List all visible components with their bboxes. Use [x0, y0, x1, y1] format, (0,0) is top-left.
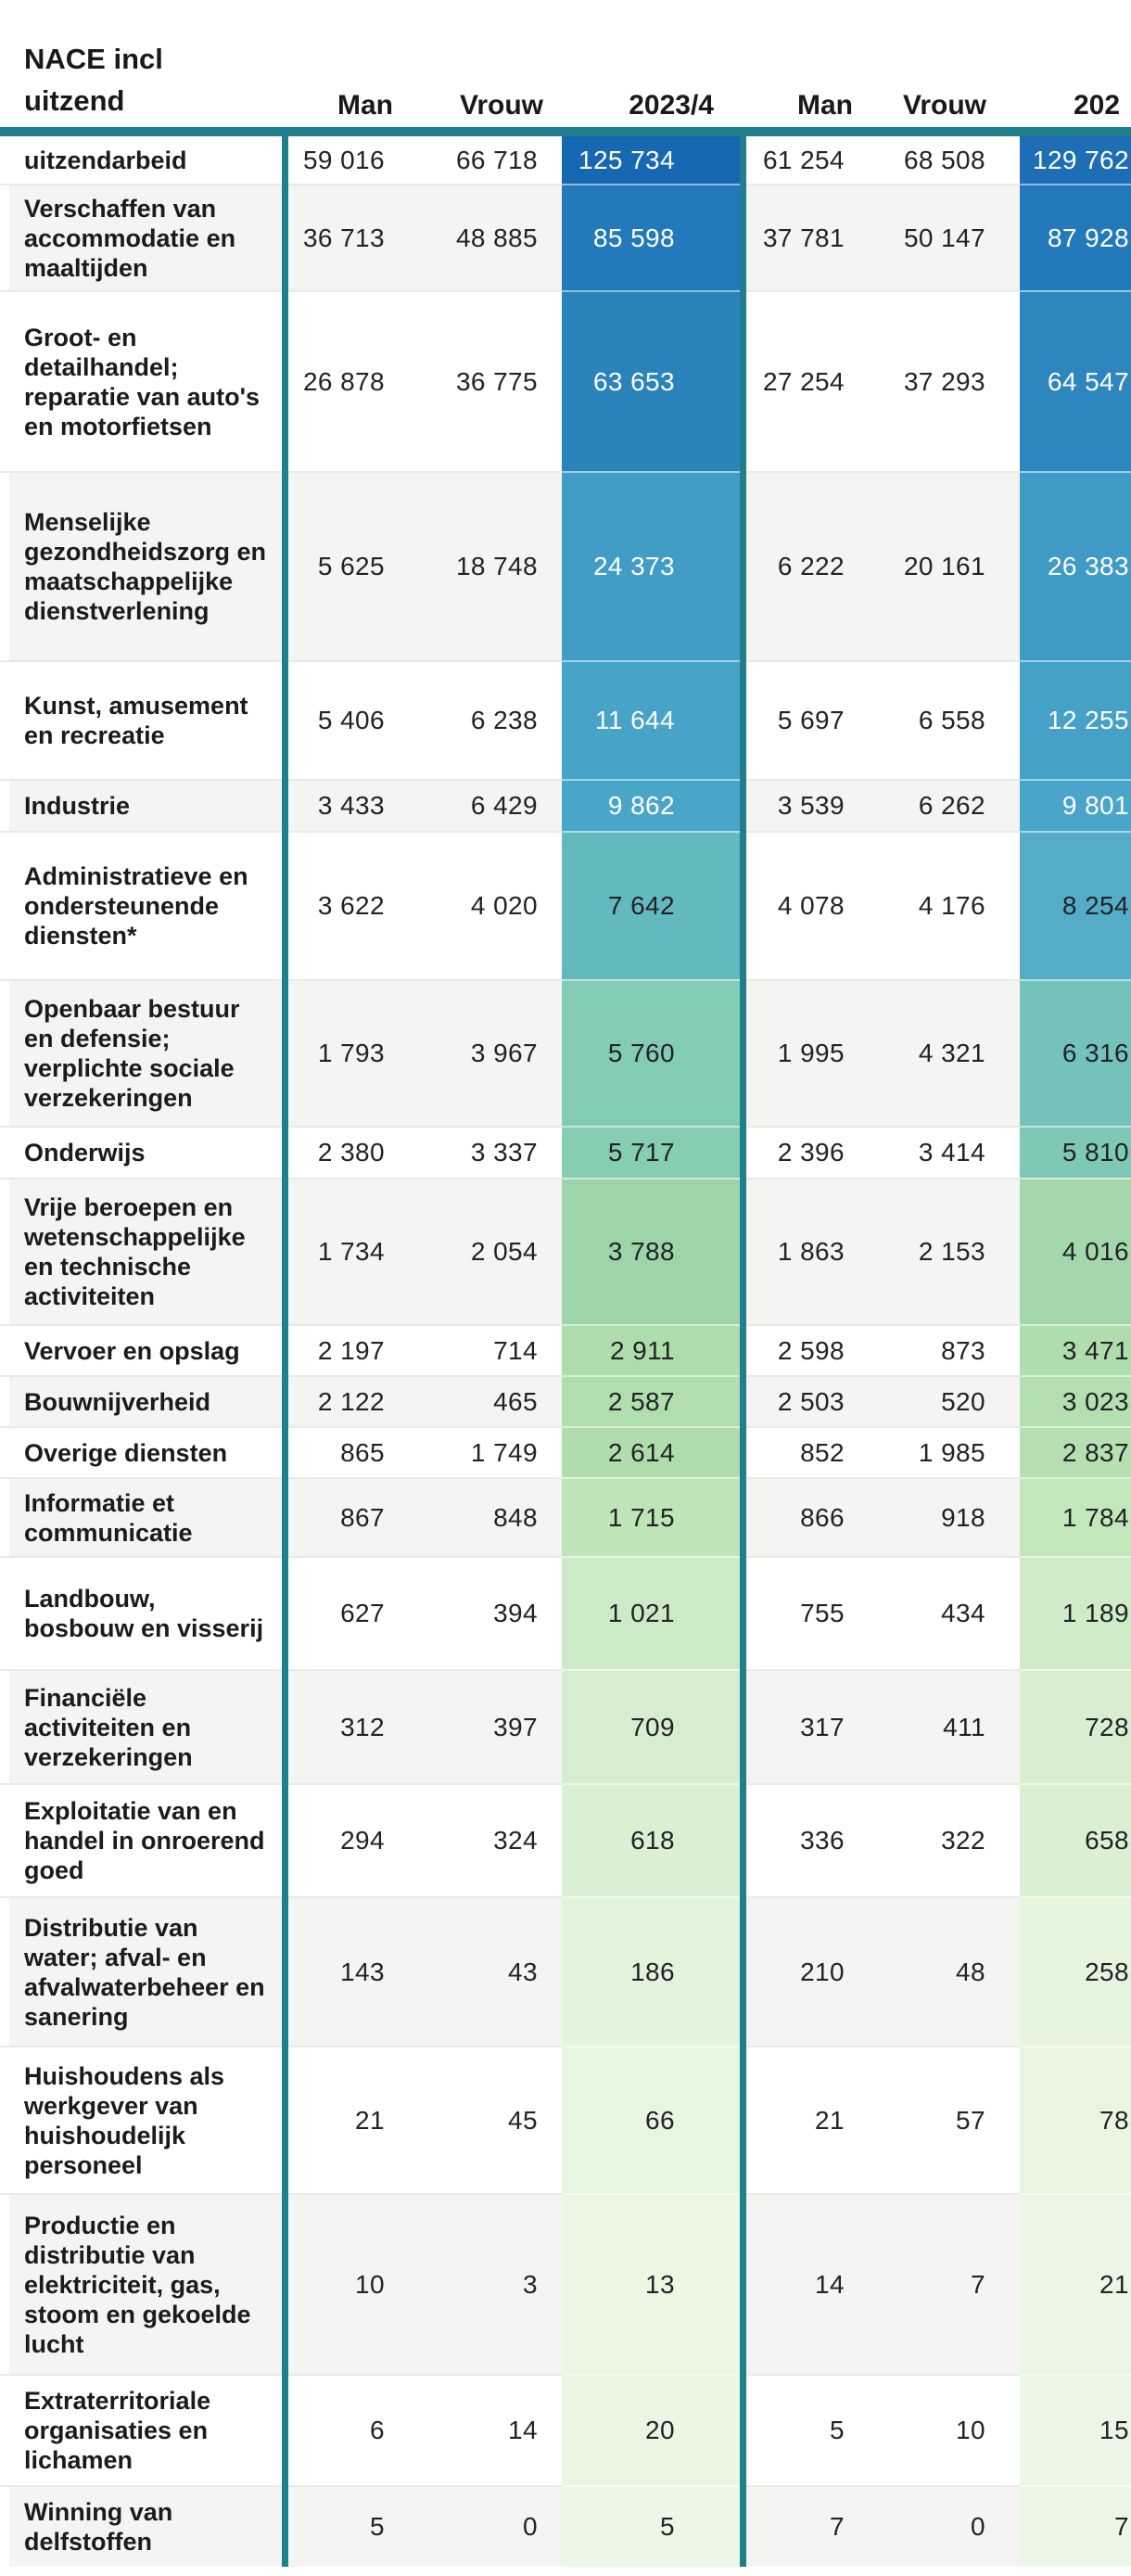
row-label: uitzendarbeid	[0, 136, 288, 184]
cell-man-period1: 1 793	[288, 979, 399, 1126]
cell-man-period2: 1 863	[740, 1178, 857, 1324]
cell-man-period1: 6	[288, 2374, 399, 2485]
table-row	[0, 1556, 1131, 1669]
row-label: Informatie et communicatie	[0, 1477, 288, 1556]
cell-total-period1: 5 760	[562, 979, 740, 1126]
cell-man-period2: 6 222	[740, 471, 857, 660]
cell-man-period2: 61 254	[740, 136, 857, 184]
cell-vrouw-period1: 36 775	[399, 290, 562, 471]
cell-man-period2: 210	[740, 1896, 857, 2046]
cell-vrouw-period1: 324	[399, 1783, 562, 1896]
cell-total-period1: 709	[562, 1669, 740, 1783]
cell-man-period1: 21	[288, 2046, 399, 2193]
cell-man-period2: 7	[740, 2485, 857, 2567]
table-header	[0, 0, 1131, 127]
cell-man-period1: 3 433	[288, 779, 399, 831]
table-row	[0, 1477, 1131, 1556]
cell-man-period2: 4 078	[740, 831, 857, 979]
cell-vrouw-period1: 14	[399, 2374, 562, 2485]
cell-vrouw-period1: 6 238	[399, 660, 562, 779]
vertical-divider-1	[282, 127, 288, 2567]
vertical-divider-2	[740, 127, 746, 2567]
cell-total-period2: 2 837	[1020, 1426, 1131, 1477]
table-row	[0, 1426, 1131, 1477]
row-label: Huishoudens als werkgever van huishoudelijk personeel	[0, 2046, 288, 2193]
table-row	[0, 1783, 1131, 1896]
cell-man-period2: 2 396	[740, 1126, 857, 1178]
cell-vrouw-period2: 1 985	[857, 1426, 1020, 1477]
cell-man-period2: 852	[740, 1426, 857, 1477]
cell-total-period1: 1 715	[562, 1477, 740, 1556]
row-label: Menselijke gezondheidszorg en maatschappelijke dienstverlening	[0, 471, 288, 660]
cell-total-period1: 20	[562, 2374, 740, 2485]
cell-man-period1: 627	[288, 1556, 399, 1669]
cell-vrouw-period2: 57	[857, 2046, 1020, 2193]
corner-header: NACE incl uitzend	[24, 43, 163, 117]
cell-total-period2: 78	[1020, 2046, 1131, 2193]
table-row	[0, 1896, 1131, 2046]
table-row	[0, 1375, 1131, 1426]
row-label: Productie en distributie van elektriciteit, gas, stoom en gekoelde lucht	[0, 2193, 288, 2374]
cell-vrouw-period2: 434	[857, 1556, 1020, 1669]
cell-vrouw-period1: 45	[399, 2046, 562, 2193]
cell-total-period2: 3 023	[1020, 1375, 1131, 1426]
cell-vrouw-period1: 714	[399, 1324, 562, 1375]
cell-man-period1: 294	[288, 1783, 399, 1896]
cell-total-period2: 3 471	[1020, 1324, 1131, 1375]
table-row	[0, 660, 1131, 779]
table-row	[0, 2193, 1131, 2374]
row-label: Winning van delfstoffen	[0, 2485, 288, 2567]
column-header-period-1: 2023/4	[629, 90, 714, 121]
cell-total-period2: 728	[1020, 1669, 1131, 1783]
cell-total-period2: 12 255	[1020, 660, 1131, 779]
cell-total-period1: 13	[562, 2193, 740, 2374]
cell-total-period2: 64 547	[1020, 290, 1131, 471]
table-body	[0, 136, 1131, 2567]
table-row	[0, 471, 1131, 660]
table-row	[0, 184, 1131, 290]
cell-vrouw-period2: 68 508	[857, 136, 1020, 184]
row-label: Exploitatie van en handel in onroerend goed	[0, 1783, 288, 1896]
column-header-vrouw-1: Vrouw	[459, 90, 543, 121]
row-label: Financiële activiteiten en verzekeringen	[0, 1669, 288, 1783]
cell-total-period1: 3 788	[562, 1178, 740, 1324]
table-row	[0, 779, 1131, 831]
cell-man-period2: 5	[740, 2374, 857, 2485]
row-label: Groot- en detailhandel; reparatie van auto's en motorfietsen	[0, 290, 288, 471]
cell-man-period1: 59 016	[288, 136, 399, 184]
cell-total-period1: 5	[562, 2485, 740, 2567]
table-row	[0, 1324, 1131, 1375]
row-label: Openbaar bestuur en defensie; verplichte sociale verzekeringen	[0, 979, 288, 1126]
cell-vrouw-period2: 2 153	[857, 1178, 1020, 1324]
table-row	[0, 290, 1131, 471]
cell-vrouw-period1: 394	[399, 1556, 562, 1669]
column-header-man-1: Man	[337, 90, 393, 121]
cell-total-period1: 63 653	[562, 290, 740, 471]
cell-man-period1: 5 406	[288, 660, 399, 779]
table-row	[0, 831, 1131, 979]
cell-man-period2: 21	[740, 2046, 857, 2193]
cell-man-period1: 36 713	[288, 184, 399, 290]
cell-vrouw-period2: 6 558	[857, 660, 1020, 779]
cell-total-period1: 125 734	[562, 136, 740, 184]
cell-vrouw-period1: 4 020	[399, 831, 562, 979]
cell-total-period2: 129 762	[1020, 136, 1131, 184]
cell-man-period2: 37 781	[740, 184, 857, 290]
cell-man-period2: 755	[740, 1556, 857, 1669]
table-row	[0, 979, 1131, 1126]
cell-vrouw-period1: 2 054	[399, 1178, 562, 1324]
row-label: Landbouw, bosbouw en visserij	[0, 1556, 288, 1669]
column-header-man-2: Man	[797, 90, 853, 121]
cell-vrouw-period1: 3	[399, 2193, 562, 2374]
cell-vrouw-period2: 4 176	[857, 831, 1020, 979]
cell-vrouw-period1: 3 967	[399, 979, 562, 1126]
cell-vrouw-period2: 10	[857, 2374, 1020, 2485]
cell-total-period1: 2 587	[562, 1375, 740, 1426]
row-label: Kunst, amusement en recreatie	[0, 660, 288, 779]
cell-vrouw-period1: 397	[399, 1669, 562, 1783]
cell-vrouw-period1: 43	[399, 1896, 562, 2046]
cell-man-period2: 336	[740, 1783, 857, 1896]
cell-total-period2: 5 810	[1020, 1126, 1131, 1178]
cell-vrouw-period2: 7	[857, 2193, 1020, 2374]
cell-total-period1: 85 598	[562, 184, 740, 290]
cell-total-period1: 2 614	[562, 1426, 740, 1477]
cell-vrouw-period1: 48 885	[399, 184, 562, 290]
cell-vrouw-period2: 6 262	[857, 779, 1020, 831]
cell-man-period1: 312	[288, 1669, 399, 1783]
cell-vrouw-period1: 3 337	[399, 1126, 562, 1178]
cell-man-period2: 3 539	[740, 779, 857, 831]
cell-vrouw-period1: 66 718	[399, 136, 562, 184]
cell-man-period1: 865	[288, 1426, 399, 1477]
table-row	[0, 1178, 1131, 1324]
cell-vrouw-period1: 465	[399, 1375, 562, 1426]
cell-vrouw-period2: 37 293	[857, 290, 1020, 471]
cell-vrouw-period2: 50 147	[857, 184, 1020, 290]
cell-total-period1: 24 373	[562, 471, 740, 660]
table-row	[0, 1126, 1131, 1178]
cell-total-period2: 6 316	[1020, 979, 1131, 1126]
cell-man-period2: 317	[740, 1669, 857, 1783]
cell-total-period1: 66	[562, 2046, 740, 2193]
cell-man-period1: 867	[288, 1477, 399, 1556]
cell-total-period2: 1 784	[1020, 1477, 1131, 1556]
row-label: Vrije beroepen en wetenschappelijke en technische activiteiten	[0, 1178, 288, 1324]
column-header-vrouw-2: Vrouw	[902, 90, 986, 121]
cell-total-period1: 9 862	[562, 779, 740, 831]
cell-total-period2: 4 016	[1020, 1178, 1131, 1324]
cell-vrouw-period2: 4 321	[857, 979, 1020, 1126]
row-label: Distributie van water; afval- en afvalwaterbeheer en sanering	[0, 1896, 288, 2046]
cell-total-period2: 15	[1020, 2374, 1131, 2485]
cell-total-period2: 26 383	[1020, 471, 1131, 660]
cell-total-period1: 11 644	[562, 660, 740, 779]
cell-man-period2: 5 697	[740, 660, 857, 779]
cell-total-period1: 2 911	[562, 1324, 740, 1375]
cell-man-period1: 26 878	[288, 290, 399, 471]
row-label: Extraterritoriale organisaties en lichamen	[0, 2374, 288, 2485]
cell-man-period2: 866	[740, 1477, 857, 1556]
cell-man-period2: 2 598	[740, 1324, 857, 1375]
cell-total-period1: 186	[562, 1896, 740, 2046]
cell-man-period2: 27 254	[740, 290, 857, 471]
row-label: Overige diensten	[0, 1426, 288, 1477]
cell-man-period1: 2 197	[288, 1324, 399, 1375]
column-header-period-2: 202	[1074, 90, 1121, 121]
cell-man-period2: 1 995	[740, 979, 857, 1126]
cell-vrouw-period2: 918	[857, 1477, 1020, 1556]
cell-vrouw-period1: 6 429	[399, 779, 562, 831]
cell-man-period2: 14	[740, 2193, 857, 2374]
row-label: Administratieve en ondersteunende diensten*	[0, 831, 288, 979]
table-row	[0, 136, 1131, 184]
cell-total-period1: 618	[562, 1783, 740, 1896]
cell-total-period2: 9 801	[1020, 779, 1131, 831]
cell-vrouw-period2: 322	[857, 1783, 1020, 1896]
cell-man-period1: 143	[288, 1896, 399, 2046]
cell-total-period1: 1 021	[562, 1556, 740, 1669]
row-label: Bouwnijverheid	[0, 1375, 288, 1426]
cell-man-period1: 10	[288, 2193, 399, 2374]
cell-total-period2: 1 189	[1020, 1556, 1131, 1669]
row-label: Industrie	[0, 779, 288, 831]
table-row	[0, 1669, 1131, 1783]
cell-vrouw-period2: 520	[857, 1375, 1020, 1426]
cell-vrouw-period2: 48	[857, 1896, 1020, 2046]
cell-vrouw-period1: 848	[399, 1477, 562, 1556]
cell-total-period2: 21	[1020, 2193, 1131, 2374]
header-rule	[0, 127, 1131, 136]
row-label: Onderwijs	[0, 1126, 288, 1178]
table-row	[0, 2046, 1131, 2193]
cell-vrouw-period2: 20 161	[857, 471, 1020, 660]
cell-total-period1: 7 642	[562, 831, 740, 979]
cell-man-period1: 2 380	[288, 1126, 399, 1178]
cell-man-period1: 5 625	[288, 471, 399, 660]
cell-man-period2: 2 503	[740, 1375, 857, 1426]
cell-vrouw-period1: 1 749	[399, 1426, 562, 1477]
cell-vrouw-period2: 873	[857, 1324, 1020, 1375]
table-row	[0, 2374, 1131, 2485]
cell-vrouw-period2: 3 414	[857, 1126, 1020, 1178]
cell-vrouw-period1: 0	[399, 2485, 562, 2567]
cell-man-period1: 1 734	[288, 1178, 399, 1324]
cell-vrouw-period2: 411	[857, 1669, 1020, 1783]
cell-total-period2: 7	[1020, 2485, 1131, 2567]
cell-vrouw-period1: 18 748	[399, 471, 562, 660]
cell-man-period1: 5	[288, 2485, 399, 2567]
cell-total-period2: 258	[1020, 1896, 1131, 2046]
cell-total-period2: 8 254	[1020, 831, 1131, 979]
cell-vrouw-period2: 0	[857, 2485, 1020, 2567]
row-label: Vervoer en opslag	[0, 1324, 288, 1375]
cell-man-period1: 2 122	[288, 1375, 399, 1426]
row-label: Verschaffen van accommodatie en maaltijden	[0, 184, 288, 290]
table-row	[0, 2485, 1131, 2567]
cell-total-period2: 658	[1020, 1783, 1131, 1896]
cell-total-period1: 5 717	[562, 1126, 740, 1178]
cell-total-period2: 87 928	[1020, 184, 1131, 290]
cell-man-period1: 3 622	[288, 831, 399, 979]
